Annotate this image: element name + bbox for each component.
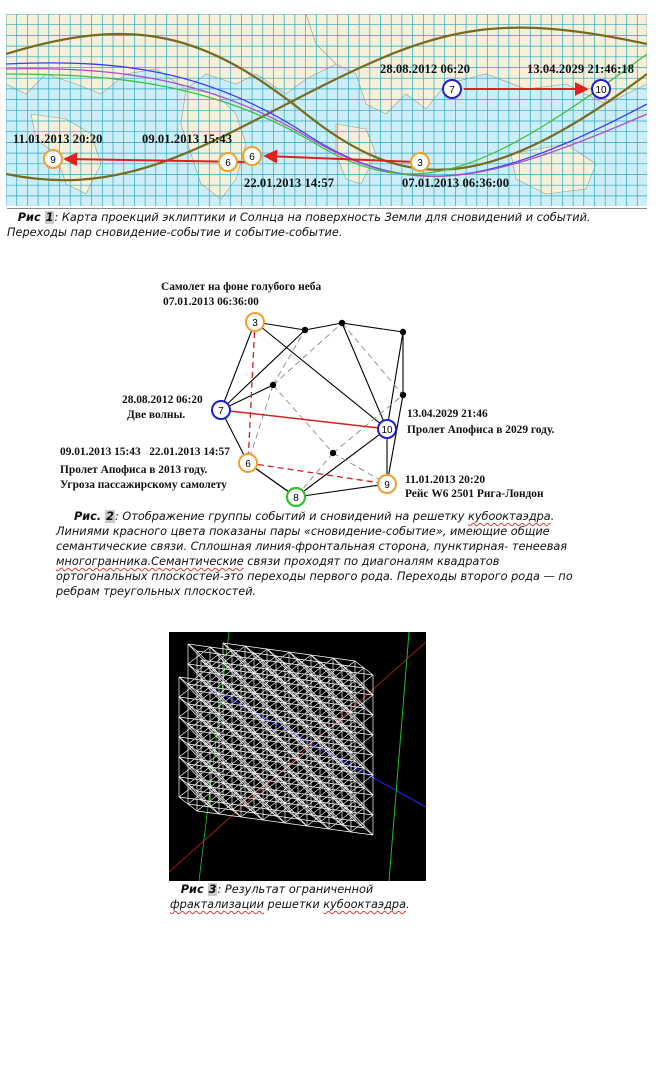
- fractal-lattice-render: [169, 632, 426, 881]
- marker-6b-text: 6: [249, 152, 255, 163]
- fig2-bl-date: 09.01.2013 15:43 22.01.2013 14:57: [60, 446, 230, 458]
- fig2-top-date: 07.01.2013 06:36:00: [163, 296, 259, 308]
- caption-3-word-kubo: кубооктаэдра: [323, 898, 407, 911]
- caption-3-number: 3: [208, 883, 217, 896]
- map-label-1304: 13.04.2029 21:46:18: [527, 62, 635, 76]
- caption-2-number: 2: [106, 510, 114, 523]
- node-3-text: 3: [252, 318, 258, 329]
- map-label-1101: 11.01.2013 20:20: [13, 132, 103, 146]
- fig2-left-date: 28.08.2012 06:20: [122, 394, 203, 406]
- figure-1-caption: [7, 208, 647, 240]
- caption-2-word-kubo: кубооктаэдра: [468, 510, 551, 523]
- caption-3-word-frakt: фрактализации: [170, 898, 264, 911]
- fig2-left-desc: Две волны.: [127, 409, 186, 421]
- marker-9-text: 9: [50, 155, 56, 166]
- node-6-text: 6: [245, 459, 251, 470]
- map-label-0701: 07.01.2013 06:36:00: [402, 176, 510, 190]
- caption-2-label: Рис.: [73, 510, 106, 523]
- caption-2-part1: : Отображение группы событий и сновидений на решетку: [114, 510, 468, 523]
- map-label-2808: 28.08.2012 06:20: [380, 62, 471, 76]
- node-7-text: 7: [218, 406, 224, 417]
- caption-2-part3: связи проходят по диагоналям квадратов ортогональных плоскостей-это переходы первого рода. Переходы второго рода — по ребрам треугольных плоскостей.: [56, 555, 573, 598]
- fig2-right-date: 13.04.2029 21:46: [407, 408, 488, 420]
- caption-2-part2: . Линиями красного цвета показаны пары «сновидение-событие», имеющие общие семантические связи. Сплошная линия-фронтальная сторона, пунктирная- тенеевая: [56, 510, 568, 553]
- map-label-2201: 22.01.2013 14:57: [244, 176, 335, 190]
- marker-10-text: 10: [595, 85, 607, 96]
- caption-1-label: Рис: [17, 211, 45, 224]
- marker-3-text: 3: [417, 158, 423, 169]
- caption-1-text: : Карта проекций эклиптики и Солнца на поверхность Земли для сновидений и событий. Переходы пар сновидение-событие и событие-событие.: [7, 211, 591, 239]
- fig2-top-title: Самолет на фоне голубого неба: [161, 281, 322, 293]
- figure-2-cuboctahedron: [40, 275, 640, 515]
- marker-7-text: 7: [449, 85, 455, 96]
- fig2-br-date: 11.01.2013 20:20: [405, 474, 486, 486]
- caption-3-part3: .: [406, 898, 410, 911]
- fig2-bl-desc1: Пролет Апофиса в 2013 году.: [60, 464, 208, 476]
- fig2-br-desc: Рейс W6 2501 Рига-Лондон: [405, 488, 544, 500]
- map-label-0901: 09.01.2013 15:43: [142, 132, 233, 146]
- fig2-bl-desc2: Угроза пассажирскому самолету: [60, 479, 227, 491]
- node-9-text: 9: [384, 480, 390, 491]
- caption-2-word-mnogo: многогранника.Семантические: [56, 555, 244, 568]
- marker-6a-text: 6: [225, 158, 231, 169]
- figure-3-fractal-lattice: [169, 632, 426, 881]
- caption-3-part2: решетки: [263, 898, 324, 911]
- caption-3-label: Рис: [180, 883, 208, 896]
- node-8-text: 8: [293, 493, 299, 504]
- figure-2-caption: [56, 509, 591, 599]
- caption-1-number: 1: [45, 211, 54, 224]
- node-10-text: 10: [381, 425, 393, 436]
- figure-1-map: [6, 14, 647, 206]
- figure-3-caption: [170, 882, 410, 912]
- fig2-right-desc: Пролет Апофиса в 2029 году.: [407, 424, 555, 436]
- caption-3-part1: : Результат ограниченной: [217, 883, 374, 896]
